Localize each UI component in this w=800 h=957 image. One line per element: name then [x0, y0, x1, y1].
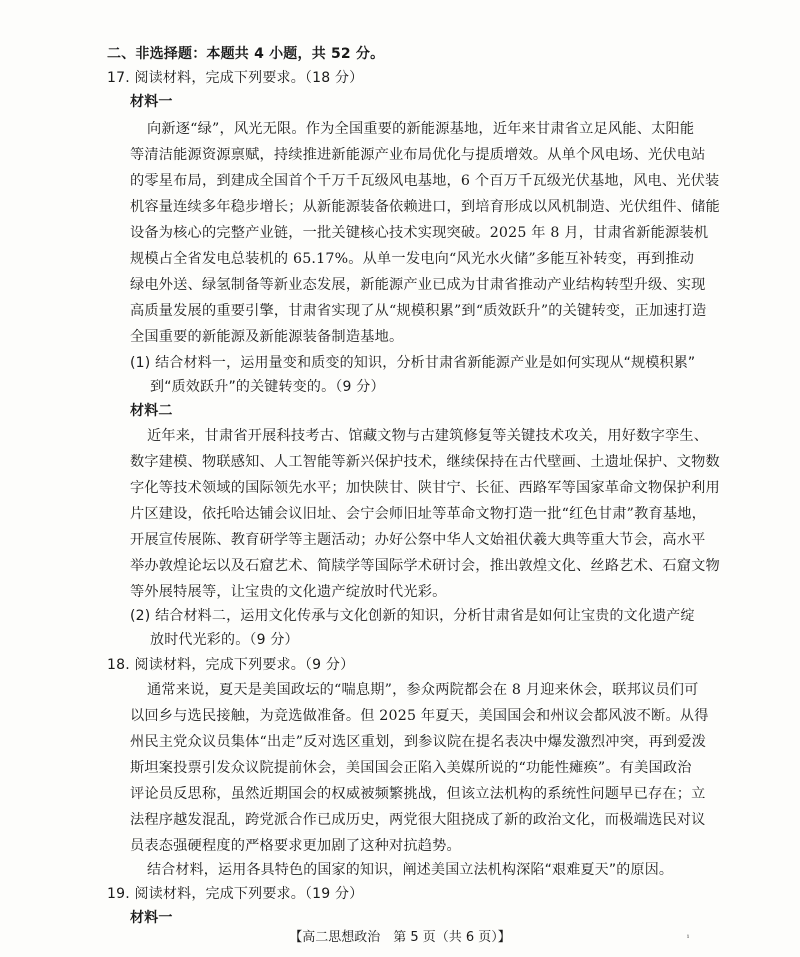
question-19-title: 19. 阅读材料，完成下列要求。（19 分） — [107, 886, 364, 902]
material-2-line: 片区建设，依托哈达铺会议旧址、会宁会师旧址等革命文物打造一批“红色甘肃”教育基地， — [130, 506, 707, 522]
question-18-line: 法程序越发混乱，跨党派合作已成历史，两党很大阻挠成了新的政治文化，而极端选民对议 — [130, 812, 706, 828]
material-2-line: 字化等技术领域的国际领先水平；加快陕甘、陕甘宁、长征、西路军等国家革命文物保护利用 — [130, 480, 720, 496]
material-2-line: 开展宣传展陈、教育研学等主题活动；办好公祭中华人文始祖伏羲大典等重大节会，高水平 — [130, 532, 706, 548]
question-17-title: 17. 阅读材料，完成下列要求。（18 分） — [107, 70, 364, 86]
question-18-line: 斯坦案投票引发众议院提前休会，美国国会正陷入美媒所说的“功能性瘫痪”。有美国政治 — [130, 760, 692, 776]
material-2-line: 数字建模、物联感知、人工智能等新兴保护技术，继续保持在古代壁画、土遗址保护、文物数 — [130, 454, 720, 470]
material-1-line: 的零星布局，到建成全国首个千万千瓦级风电基地，6 个百万千瓦级光伏基地，风电、光伏装 — [130, 173, 720, 189]
question-18-line: 员表态强硬程度的严格要求更加剧了这种对抗趋势。 — [130, 838, 461, 854]
material-1-line: 高质量发展的重要引擎，甘肃省实现了从“规模积累”到“质效跃升”的关键转变，正加速打造 — [130, 303, 707, 319]
corner-mark: ᵢ — [687, 930, 690, 941]
question-18-line: 州民主党众议员集体“出走”反对选区重划，到参议院在提名表决中爆发激烈冲突，再到爱泼 — [130, 734, 707, 750]
section-header: 二、非选择题：本题共 4 小题，共 52 分。 — [107, 46, 385, 62]
material-1-line: 规模占全省发电总装机的 65.17%。从单一发电向“风光水火储”多能互补转变，再到推动 — [130, 251, 695, 267]
material-1-line: 绿电外送、绿氢制备等新业态发展，新能源产业已成为甘肃省推动产业结构转型升级、实现 — [130, 277, 706, 293]
question-18-line: 以回乡与选民接触，为竞选做准备。但 2025 年夏天，美国国会和州议会都风波不断。从得 — [130, 708, 709, 724]
question-19-material-1-label: 材料一 — [130, 910, 173, 926]
question-18-ask: 结合材料，运用各具特色的国家的知识，阐述美国立法机构深陷“艰难夏天”的原因。 — [147, 862, 674, 878]
material-2-line: 近年来，甘肃省开展科技考古、馆藏文物与古建筑修复等关键技术攻关，用好数字孪生、 — [147, 428, 709, 444]
material-1-line: 设备为核心的完整产业链，一批关键核心技术实现突破。2025 年 8 月，甘肃省新能源装机 — [130, 225, 709, 241]
question-17-2-line: (2) 结合材料二，运用文化传承与文化创新的知识，分析甘肃省是如何让宝贵的文化遗产绽 — [130, 608, 695, 624]
question-18-line: 评论员反思称，虽然近期国会的权威被频繁挑战，但该立法机构的系统性问题早已存在；立 — [130, 786, 706, 802]
question-17-1-line: (1) 结合材料一，运用量变和质变的知识，分析甘肃省新能源产业是如何实现从“规模积累” — [130, 355, 696, 371]
question-18-title: 18. 阅读材料，完成下列要求。（9 分） — [107, 657, 355, 673]
material-2-label: 材料二 — [130, 403, 173, 419]
question-17-2-line: 放时代光彩的。（9 分） — [150, 632, 299, 648]
material-1-line: 机容量连续多年稳步增长；从新能源装备依赖进口，到培育形成以风机制造、光伏组件、储能 — [130, 199, 720, 215]
material-1-label: 材料一 — [130, 94, 173, 110]
material-1-line: 等清洁能源资源禀赋，持续推进新能源产业布局优化与提质增效。从单个风电场、光伏电站 — [130, 147, 706, 163]
material-2-line: 举办敦煌论坛以及石窟艺术、简牍学等国际学术研讨会，推出敦煌文化、丝路艺术、石窟文物 — [130, 558, 720, 574]
page-footer: 【高二思想政治 第 5 页（共 6 页）】 — [289, 930, 511, 945]
question-18-line: 通常来说，夏天是美国政坛的“喘息期”，参众两院都会在 8 月迎来休会，联邦议员们可 — [147, 682, 699, 698]
question-17-1-line: 到“质效跃升”的关键转变的。（9 分） — [150, 379, 385, 395]
material-1-line: 向新逐“绿”，风光无限。作为全国重要的新能源基地，近年来甘肃省立足风能、太阳能 — [147, 121, 695, 137]
material-2-line: 等外展特展等，让宝贵的文化遗产绽放时代光彩。 — [130, 584, 447, 600]
material-1-line: 全国重要的新能源及新能源装备制造基地。 — [130, 329, 404, 345]
